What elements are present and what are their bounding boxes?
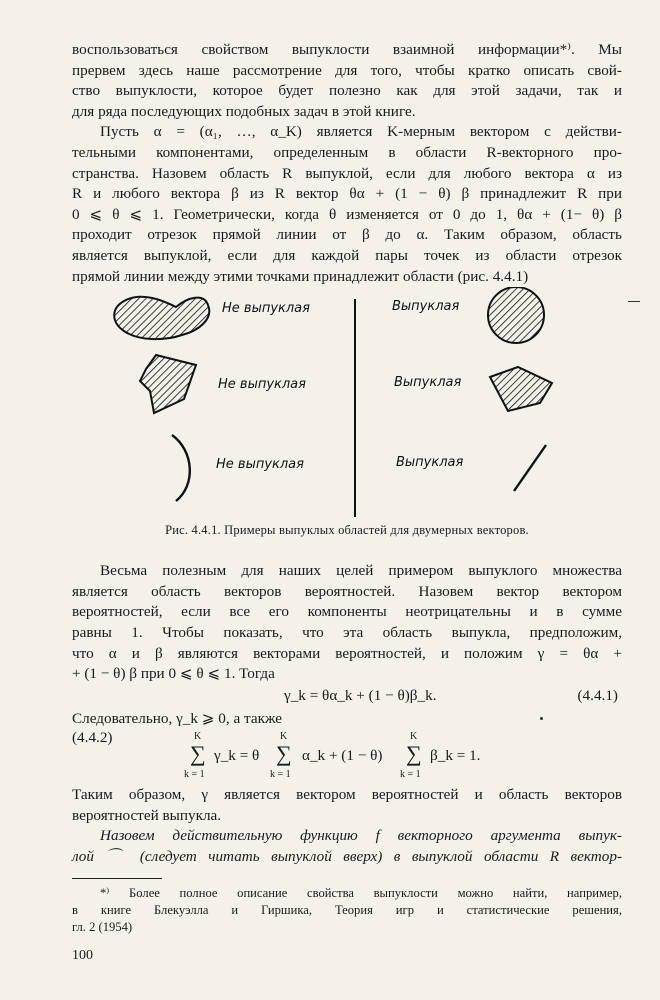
footnote-line: гл. 2 (1954) — [72, 919, 133, 934]
label-convex-1: Выпуклая — [392, 299, 460, 315]
margin-mark — [628, 301, 640, 302]
text-line: вероятностей выпукла. — [72, 806, 222, 824]
text-line: прервем здесь наше рассмотрение для того, чтобы кратко описать свой- — [72, 61, 622, 79]
text-line: Назовем действительную функцию f векторного аргумента выпук- — [100, 827, 622, 845]
equation-4-4-1 — [72, 685, 622, 709]
convex-polygon-shape — [490, 367, 552, 411]
label-convex-2: Выпуклая — [394, 375, 462, 391]
paragraph-conclusion — [72, 785, 622, 826]
text-line: R и любого вектора β из R вектор θα + (1 − θ) β принадлежит R при — [72, 185, 622, 203]
sum-symbol: ∑ — [190, 741, 206, 767]
page-number: 100 — [72, 947, 93, 963]
text-line: равны 1. Чтобы показать, что эта область выпукла, предположим, — [72, 623, 622, 641]
text-line: проходит отрезок прямой линии от β до α. Таким образом, область — [72, 226, 622, 244]
equation-number: (4.4.1) — [577, 686, 618, 704]
sum-upper-limit: K — [194, 731, 202, 743]
text-line: является область векторов вероятностей. Назовем вектор вектором — [72, 582, 622, 600]
sum-upper-limit: K — [410, 731, 418, 743]
equation-body: γ_k = θα_k + (1 − θ)β_k. — [284, 686, 437, 704]
label-nonconvex-2: Не выпуклая — [218, 377, 306, 393]
text-line: Следовательно, γ_k ⩾ 0, а также — [72, 709, 283, 727]
nonconvex-blob-shape — [114, 297, 209, 339]
text-line: воспользоваться свойством выпуклости взаимной информации*⁾. Мы — [72, 41, 622, 58]
footnote-line: в книге Блекуэлла и Гиршика, Теория игр и статистические решения, — [72, 902, 622, 917]
sum-symbol: ∑ — [276, 741, 292, 767]
sum-term-1: γ_k = θ — [214, 747, 260, 765]
paragraph-probability — [72, 561, 622, 685]
text-line: + (1 − θ) β при 0 ⩽ θ ⩽ 1. Тогда — [72, 665, 275, 683]
text-line: 0 ⩽ θ ⩽ 1. Геометрически, когда θ изменяется от 0 до 1, θα + (1− θ) β — [72, 205, 622, 223]
text-line: Таким образом, γ является вектором вероятностей и область векторов — [72, 786, 622, 804]
equation-number: (4.4.2) — [72, 729, 113, 747]
sum-term-2: α_k + (1 − θ) — [302, 747, 383, 765]
sum-term-3: β_k = 1. — [430, 747, 481, 765]
equation-4-4-2 — [72, 729, 622, 785]
convex-circle-shape — [488, 287, 544, 343]
page — [72, 40, 622, 964]
sum-symbol: ∑ — [406, 741, 422, 767]
text-line: ство выпуклости, которое будет полезно как для этой задачи, так и — [72, 82, 622, 100]
label-nonconvex-3: Не выпуклая — [216, 457, 304, 473]
paragraph-definition — [72, 122, 622, 287]
text-line: Весьма полезным для наших целей примером выпуклого множества — [100, 562, 622, 580]
sum-lower-limit: k = 1 — [270, 769, 291, 781]
text-line: лой ⌒ (следует читать выпуклой вверх) в выпуклой области R вектор- — [72, 848, 622, 866]
sum-lower-limit: k = 1 — [400, 769, 421, 781]
text-line: прямой линии между этими точками принадлежит области (рис. 4.4.1) — [72, 267, 529, 285]
paragraph-intro — [72, 40, 622, 122]
paragraph-concave-def — [72, 826, 622, 867]
label-nonconvex-1: Не выпуклая — [222, 301, 310, 317]
nonconvex-polygon-shape — [140, 355, 196, 413]
figure-4-4-1 — [72, 287, 622, 547]
nonconvex-arc-shape — [172, 435, 190, 501]
sum-lower-limit: k = 1 — [184, 769, 205, 781]
text-line: является выпуклой, если для каждой пары точек из области отрезок — [72, 246, 622, 264]
label-convex-3: Выпуклая — [396, 455, 464, 471]
figure-divider — [354, 299, 356, 517]
text-line: вероятностей, если все его компоненты неотрицательны и в сумме — [72, 603, 622, 621]
figure-drawing — [72, 287, 622, 527]
text-line: для ряда последующих подобных задач в этой книге. — [72, 102, 416, 120]
text-line: странства. Назовем область R выпуклой, если для любого вектора α из — [72, 164, 622, 182]
text-line: Пусть α = (α₁, …, α_K) является K-мерным вектором с действи- — [100, 123, 622, 141]
footnote-rule — [72, 878, 162, 879]
figure-caption: Рис. 4.4.1. Примеры выпуклых областей для двумерных векторов. — [165, 523, 529, 538]
footnote — [72, 885, 622, 936]
sum-upper-limit: K — [280, 731, 288, 743]
text-line: что α и β являются векторами вероятностей, и положим γ = θα + — [72, 644, 622, 662]
footnote-line: *⁾ Более полное описание свойства выпуклости можно найти, например, — [100, 885, 622, 900]
convex-segment-shape — [514, 445, 546, 491]
text-line: тельными компонентами, определенным в области R-векторного про- — [72, 143, 622, 161]
